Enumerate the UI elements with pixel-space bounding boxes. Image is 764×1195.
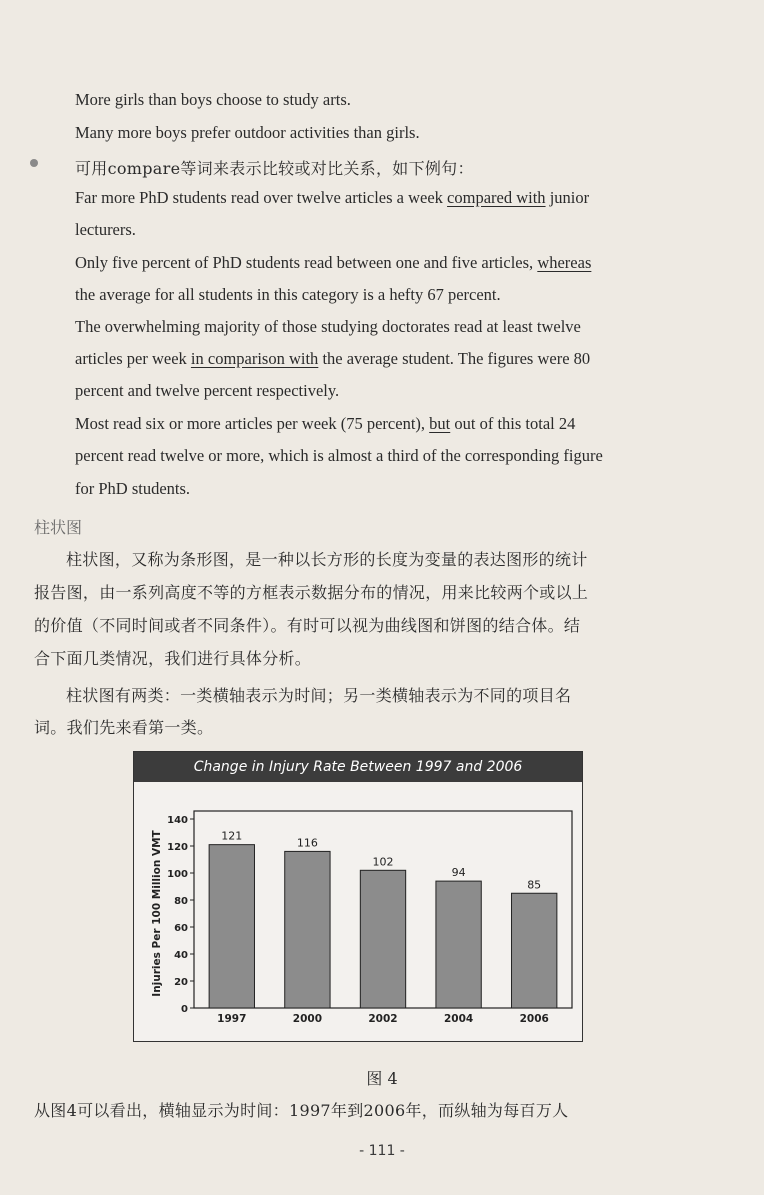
example-sentence: articles per week in comparison with the average student. The figures were 80 [75,349,591,368]
example-sentence: Many more boys prefer outdoor activities than girls. [75,123,420,142]
paragraph-line: 合下面几类情况，我们进行具体分析。 [34,649,312,668]
bar-value-label: 121 [221,829,243,843]
bar [209,845,254,1008]
example-sentence: Far more PhD students read over twelve articles a week compared with junior [75,188,590,207]
bar [285,851,330,1008]
bar [512,893,557,1008]
x-tick-label: 2000 [292,1013,323,1025]
y-tick-label: 60 [174,923,188,934]
underlined-phrase: but [429,414,451,433]
paragraph-line: 的价值（不同时间或者不同条件）。有时可以视为曲线图和饼图的结合体。结 [34,616,581,635]
paragraph-line: 柱状图，又称为条形图，是一种以长方形的长度为变量的表达图形的统计 [66,550,588,569]
example-sentence: Only five percent of PhD students read between one and five articles, whereas [75,253,592,272]
y-tick-label: 100 [167,869,188,880]
paragraph-line: 报告图，由一系列高度不等的方框表示数据分布的情况，用来比较两个或以上 [34,583,589,602]
y-tick-label: 140 [167,815,188,826]
bar-chart-figure [133,751,583,1042]
example-sentence: percent read twelve or more, which is almost a third of the corresponding figure [75,446,603,465]
example-sentence: The overwhelming majority of those studying doctorates read at least twelve [75,317,581,336]
example-sentence: percent and twelve percent respectively. [75,381,340,400]
x-tick-label: 2004 [443,1013,474,1025]
bar [360,870,405,1008]
example-sentence: Most read six or more articles per week (75 percent), but out of this total 24 [75,414,576,433]
bar-chart [134,782,582,1041]
bar-value-label: 94 [451,866,466,880]
bar-value-label: 102 [372,855,394,869]
y-tick-label: 120 [167,842,188,853]
paragraph-line: 词。我们先来看第一类。 [34,718,214,737]
y-tick-label: 80 [174,896,188,907]
underlined-phrase: in comparison with [190,349,319,368]
figure-caption: 图 4 [366,1069,398,1088]
x-tick-label: 2002 [368,1013,398,1025]
chart-title: Change in Injury Rate Between 1997 and 2006 [193,759,523,775]
bullet-dot [30,159,38,167]
y-tick-label: 20 [174,977,188,988]
y-axis-label: Injuries Per 100 Million VMT [151,830,163,997]
x-tick-label: 2006 [519,1013,549,1025]
paragraph-line: 从图4可以看出，横轴显示为时间：1997年到2006年，而纵轴为每百万人 [34,1101,569,1120]
paragraph-line: 柱状图有两类：一类横轴表示为时间；另一类横轴表示为不同的项目名 [66,686,572,705]
section-heading: 柱状图 [34,518,83,537]
y-tick-label: 0 [181,1004,188,1015]
x-tick-label: 1997 [217,1013,247,1025]
example-sentence: lecturers. [75,220,136,239]
bar-value-label: 85 [527,878,542,892]
underlined-phrase: compared with [447,188,546,207]
bullet-point-text: 可用compare等词来表示比较或对比关系，如下例句： [75,159,474,178]
bar-value-label: 116 [296,836,318,850]
example-sentence: More girls than boys choose to study arts. [75,90,351,109]
underlined-phrase: whereas [537,253,592,272]
example-sentence: the average for all students in this category is a hefty 67 percent. [75,285,501,304]
bar [436,881,481,1008]
y-tick-label: 40 [174,950,188,961]
example-sentence: for PhD students. [75,479,191,498]
page-number: - 111 - [359,1143,405,1159]
